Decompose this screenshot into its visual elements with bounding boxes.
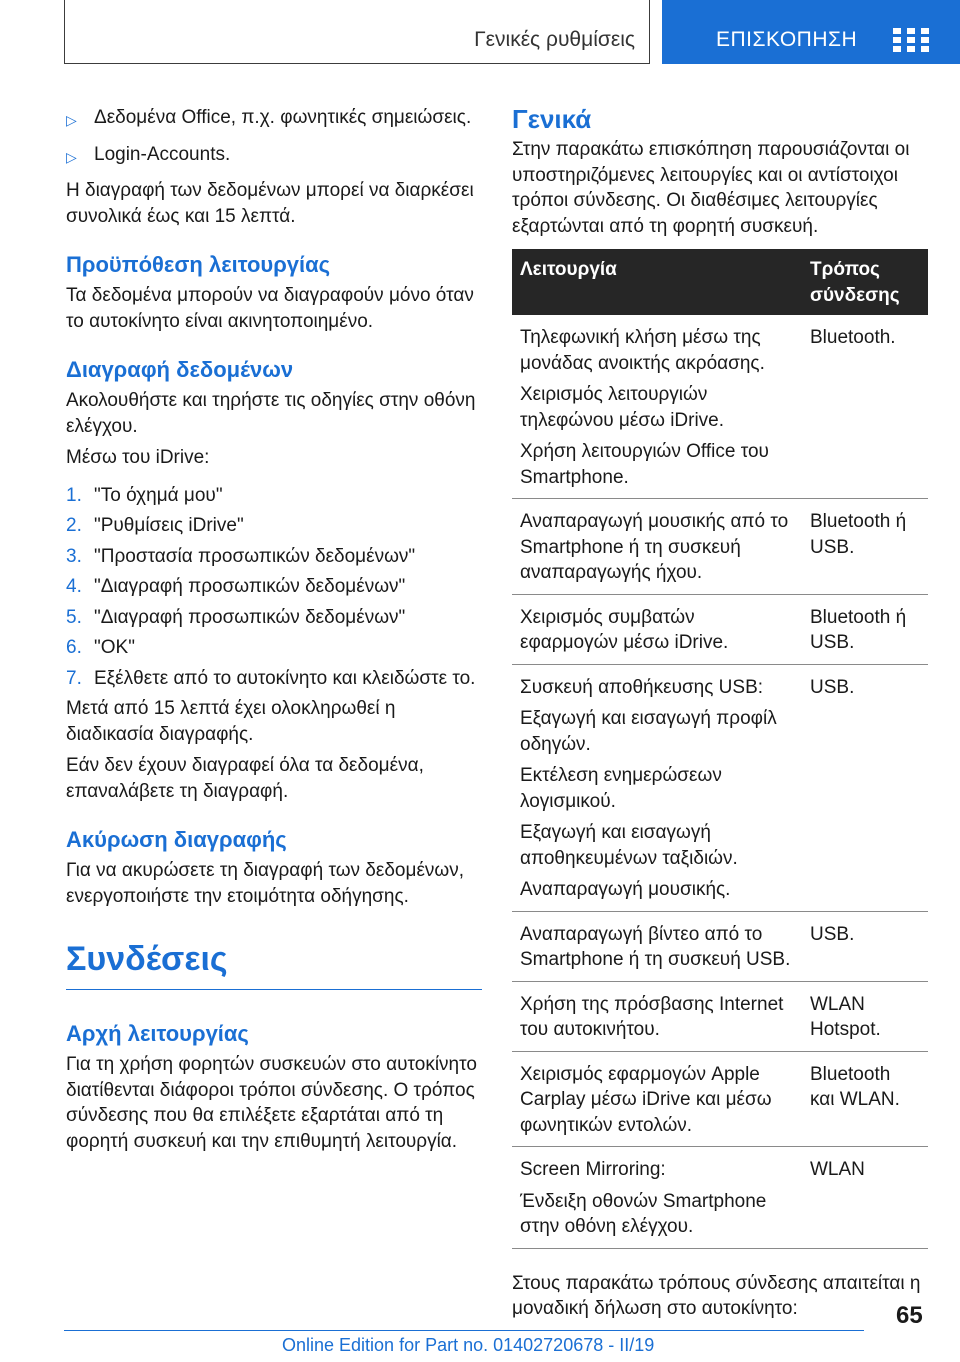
right-column — [512, 105, 928, 1322]
connections-table — [512, 249, 928, 1249]
table-header-row — [512, 249, 928, 315]
page-number: 65 — [896, 1302, 923, 1329]
heading-precondition: Προϋπόθεση λειτουργίας — [66, 252, 331, 277]
paragraph-duration: Η διαγραφή των δεδομένων μπορεί να διαρκέσει συνολικά έως και 15 λεπτά. — [66, 180, 474, 227]
function-text: Αναπαραγωγή μουσικής από το Smartphone ή τη συσκευή αναπαραγωγής ήχου. — [520, 511, 789, 583]
paragraph-after: Μετά από 15 λεπτά έχει ολοκληρωθεί η διαδικασία διαγραφής. — [66, 698, 396, 745]
function-text: Χειρισμός λειτουργιών τηλεφώνου μέσω iDrive. — [520, 384, 725, 431]
cell-connection: WLAN — [802, 1147, 928, 1249]
overview-tab[interactable] — [662, 0, 960, 64]
paragraph-principle: Για τη χρήση φορητών συσκευών στο αυτοκίνητο διατίθενται διάφοροι τρόποι σύνδεσης. Ο τρόπος σύνδεσης που θα επιλέξετε εξαρτάται από τη φορητή συσκευή και την επιθυμητή λειτουργία. — [66, 1054, 477, 1152]
step-item: 1. "Το όχημά μου" — [66, 484, 223, 506]
footer-rule — [64, 1330, 864, 1331]
paragraph-precondition: Τα δεδομένα μπορούν να διαγραφούν μόνο όταν το αυτοκίνητο είναι ακινητοποιημένο. — [66, 285, 474, 332]
function-text: Εξαγωγή και εισαγωγή αποθηκευμένων ταξιδιών. — [520, 822, 738, 869]
left-column — [66, 105, 482, 1160]
step-item: 4. "Διαγραφή προσωπικών δεδομένων" — [66, 576, 406, 597]
paragraph-follow: Ακολουθήστε και τηρήστε τις οδηγίες στην οθόνη ελέγχου. — [66, 390, 476, 437]
heading-general: Γενικά — [512, 104, 592, 134]
heading-principle: Αρχή λειτουργίας — [66, 1021, 249, 1046]
paragraph-via-idrive: Μέσω του iDrive: — [66, 447, 210, 468]
paragraph-general: Στην παρακάτω επισκόπηση παρουσιάζονται οι υποστηριζόμενες λειτουργίες και οι αντίστοιχοι τρόποι σύνδεσης. Οι διαθέσιμες λειτουργίες εξαρτώνται από τη φορητή συσκευή. — [512, 139, 910, 237]
cell-function — [512, 911, 802, 981]
column-header-function: Λειτουργία — [512, 249, 802, 315]
cell-connection: Bluetooth και WLAN. — [802, 1051, 928, 1147]
overview-tab-label: ΕΠΙΣΚΟΠΗΣΗ — [716, 28, 858, 51]
cell-function — [512, 1051, 802, 1147]
table-row — [512, 1147, 928, 1249]
list-item: ▷ Login-Accounts. — [66, 142, 482, 168]
function-text: Χρήση λειτουργιών Office του Smartphone. — [520, 441, 769, 488]
step-item: 3. "Προστασία προσωπικών δεδομένων" — [66, 545, 416, 567]
paragraph-footnote: Στους παρακάτω τρόπους σύνδεσης απαιτείται η μοναδική δήλωση στο αυτοκίνητο: — [512, 1272, 921, 1319]
grid-icon — [893, 28, 929, 52]
table-row — [512, 594, 928, 664]
function-text: Χρήση της πρόσβασης Internet του αυτοκινήτου. — [520, 993, 784, 1040]
triangle-bullet-icon: ▷ — [66, 148, 77, 165]
step-item: 6. "OK" — [66, 637, 135, 658]
cell-function — [512, 1147, 802, 1249]
function-text: Χειρισμός εφαρμογών Apple Carplay μέσω iDrive και μέσω φωνητικών εντολών. — [520, 1063, 772, 1136]
function-text: Συσκευή αποθήκευσης USB: — [520, 676, 764, 698]
triangle-bullet-icon: ▷ — [66, 112, 77, 128]
cell-function — [512, 499, 802, 595]
function-text: Αναπαραγωγή βίντεο από το Smartphone ή τη συσκευή USB. — [520, 923, 791, 970]
cell-connection: USB. — [802, 664, 928, 911]
paragraph-repeat: Εάν δεν έχουν διαγραφεί όλα τα δεδομένα, επαναλάβετε τη διαγραφή. — [66, 755, 424, 802]
table-row — [512, 315, 928, 499]
table-row — [512, 981, 928, 1051]
function-text: Χειρισμός συμβατών εφαρμογών μέσω iDrive. — [520, 606, 729, 653]
function-text: Screen Mirroring: — [520, 1159, 666, 1180]
header-section-box — [64, 0, 650, 64]
step-item: 2. "Ρυθμίσεις iDrive" — [66, 515, 244, 536]
table-row — [512, 499, 928, 595]
heading-connections: Συνδέσεις — [66, 939, 482, 990]
cell-connection: Bluetooth ή USB. — [802, 594, 928, 664]
heading-delete-data: Διαγραφή δεδομένων — [66, 357, 294, 382]
cell-function — [512, 594, 802, 664]
table-row — [512, 1051, 928, 1147]
cell-connection: USB. — [802, 911, 928, 981]
function-text: Ένδειξη οθονών Smartphone στην οθόνη ελέγχου. — [520, 1190, 767, 1237]
cell-connection: Bluetooth. — [802, 315, 928, 499]
function-text: Εξαγωγή και εισαγωγή προφίλ οδηγών. — [520, 708, 777, 755]
cell-function — [512, 981, 802, 1051]
step-item: 7. Εξέλθετε από το αυτοκίνητο και κλειδώστε το. — [66, 667, 476, 689]
step-item: 5. "Διαγραφή προσωπικών δεδομένων" — [66, 606, 406, 628]
column-header-connection: Τρόπος σύνδεσης — [802, 249, 928, 315]
paragraph-cancel: Για να ακυρώσετε τη διαγραφή των δεδομένων, ενεργοποιήστε την ετοιμότητα οδήγησης. — [66, 860, 465, 907]
table-row — [512, 911, 928, 981]
edition-label: Online Edition for Part no. 01402720678 - II/19 — [282, 1335, 655, 1355]
cell-connection: WLAN Hotspot. — [802, 981, 928, 1051]
function-text: Εκτέλεση ενημερώσεων λογισμικού. — [520, 765, 722, 812]
cell-connection: Bluetooth ή USB. — [802, 499, 928, 595]
list-item: ▷ Δεδομένα Office, π.χ. φωνητικές σημειώσεις. — [66, 105, 482, 131]
cell-function — [512, 315, 802, 499]
heading-cancel-delete: Ακύρωση διαγραφής — [66, 827, 287, 852]
section-title: Γενικές ρυθμίσεις — [474, 28, 635, 51]
table-row — [512, 664, 928, 911]
function-text: Αναπαραγωγή μουσικής. — [520, 879, 731, 900]
function-text: Τηλεφωνική κλήση μέσω της μονάδας ανοικτής ακρόασης. — [520, 327, 765, 374]
cell-function — [512, 664, 802, 911]
